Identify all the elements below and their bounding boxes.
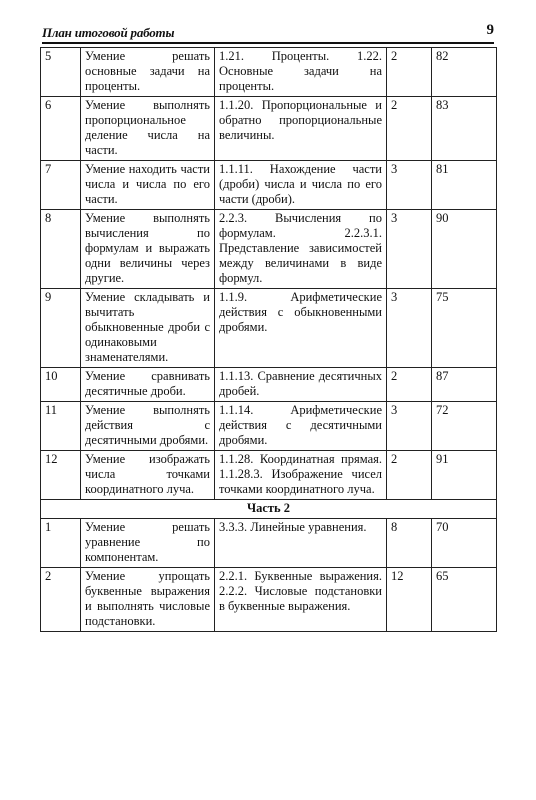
task-number: 6 xyxy=(41,97,81,161)
percent-cell: 87 xyxy=(432,368,497,402)
percent-cell: 81 xyxy=(432,161,497,210)
level-cell: 2 xyxy=(387,451,432,500)
level-cell: 3 xyxy=(387,402,432,451)
page-number: 9 xyxy=(486,22,494,38)
task-number: 2 xyxy=(41,568,81,632)
content-cell: 1.1.14. Арифметические действия с десятичными дробями. xyxy=(215,402,387,451)
level-cell: 8 xyxy=(387,519,432,568)
header-rule xyxy=(42,42,494,44)
content-cell: 2.2.1. Буквенные выражения. 2.2.2. Числовые подстановки в буквенные выражения. xyxy=(215,568,387,632)
skill-cell: Умение упрощать буквенные выражения и выполнять числовые подстановки. xyxy=(81,568,215,632)
running-title: План итоговой работы xyxy=(42,25,175,40)
table-row xyxy=(41,210,497,289)
level-cell: 2 xyxy=(387,368,432,402)
section-title: Часть 2 xyxy=(41,500,497,519)
percent-cell: 83 xyxy=(432,97,497,161)
skill-cell: Умение изображать числа точками координатного луча. xyxy=(81,451,215,500)
table-row xyxy=(41,48,497,97)
level-cell: 2 xyxy=(387,97,432,161)
percent-cell: 82 xyxy=(432,48,497,97)
skill-cell: Умение выполнять пропорциональное деление числа на части. xyxy=(81,97,215,161)
content-cell: 1.1.13. Сравнение десятичных дробей. xyxy=(215,368,387,402)
level-cell: 3 xyxy=(387,161,432,210)
percent-cell: 65 xyxy=(432,568,497,632)
table-row xyxy=(41,451,497,500)
table-row xyxy=(41,289,497,368)
section-header-row xyxy=(41,500,497,519)
skill-cell: Умение сравнивать десятичные дроби. xyxy=(81,368,215,402)
level-cell: 12 xyxy=(387,568,432,632)
percent-cell: 72 xyxy=(432,402,497,451)
skill-cell: Умение складывать и вычитать обыкновенные дроби с одинаковыми знаменателями. xyxy=(81,289,215,368)
percent-cell: 75 xyxy=(432,289,497,368)
skill-cell: Умение находить части числа и числа по его части. xyxy=(81,161,215,210)
level-cell: 3 xyxy=(387,289,432,368)
task-number: 7 xyxy=(41,161,81,210)
percent-cell: 91 xyxy=(432,451,497,500)
task-number: 1 xyxy=(41,519,81,568)
skill-cell: Умение решать уравнение по компонентам. xyxy=(81,519,215,568)
table-row xyxy=(41,568,497,632)
table-row xyxy=(41,519,497,568)
page-header xyxy=(42,22,494,42)
level-cell: 3 xyxy=(387,210,432,289)
task-number: 11 xyxy=(41,402,81,451)
table-row xyxy=(41,161,497,210)
content-cell: 1.1.9. Арифметические действия с обыкновенными дробями. xyxy=(215,289,387,368)
level-cell: 2 xyxy=(387,48,432,97)
skill-cell: Умение выполнять вычисления по формулам и выражать одни величины через другие. xyxy=(81,210,215,289)
table-row xyxy=(41,402,497,451)
content-cell: 1.1.11. Нахождение части (дроби) числа и числа по его части (дроби). xyxy=(215,161,387,210)
table-row xyxy=(41,368,497,402)
percent-cell: 70 xyxy=(432,519,497,568)
task-number: 12 xyxy=(41,451,81,500)
skill-cell: Умение выполнять действия с десятичными дробями. xyxy=(81,402,215,451)
task-number: 9 xyxy=(41,289,81,368)
content-cell: 1.1.20. Пропорциональные и обратно пропорциональные величины. xyxy=(215,97,387,161)
content-cell: 2.2.3. Вычисления по формулам. 2.2.3.1. Представление зависимостей между величинами в виде формул. xyxy=(215,210,387,289)
skill-cell: Умение решать основные задачи на проценты. xyxy=(81,48,215,97)
table-row xyxy=(41,97,497,161)
content-cell: 1.1.28. Координатная прямая. 1.1.28.3. Изображение чисел точками координатного луча. xyxy=(215,451,387,500)
content-cell: 3.3.3. Линейные уравнения. xyxy=(215,519,387,568)
percent-cell: 90 xyxy=(432,210,497,289)
work-plan-table xyxy=(40,47,497,632)
content-cell: 1.21. Проценты. 1.22. Основные задачи на проценты. xyxy=(215,48,387,97)
task-number: 8 xyxy=(41,210,81,289)
task-number: 5 xyxy=(41,48,81,97)
task-number: 10 xyxy=(41,368,81,402)
